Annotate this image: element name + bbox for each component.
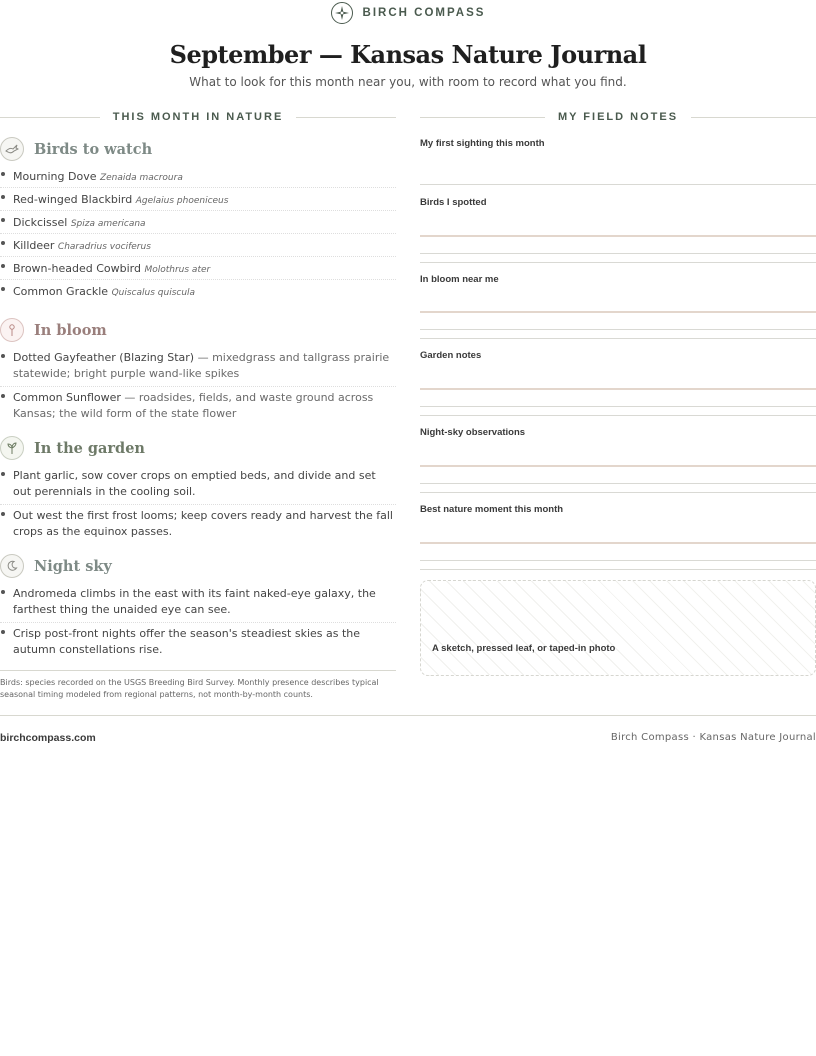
writing-line[interactable]: [420, 465, 816, 467]
bird-scientific-name: Agelaius phoeniceus: [135, 196, 229, 206]
field-garden-notes[interactable]: [420, 350, 816, 420]
writing-line[interactable]: [420, 492, 816, 493]
writing-line[interactable]: [420, 542, 816, 544]
section-header: [0, 136, 396, 162]
bird-common-name: Common Grackle: [13, 285, 109, 298]
list-item: [0, 165, 396, 188]
writing-line[interactable]: [420, 235, 816, 237]
writing-line[interactable]: [420, 338, 816, 339]
moon-icon: [0, 554, 24, 578]
bird-scientific-name: Spiza americana: [70, 219, 146, 229]
writing-line[interactable]: [420, 406, 816, 407]
bird-scientific-name: Molothrus ater: [144, 265, 211, 275]
list-item: [0, 280, 396, 303]
bird-icon: [0, 137, 24, 161]
plant-description: — mixedgrass and tallgrass prairie statewide; bright purple wand-like spikes: [13, 351, 390, 380]
list-item: [0, 387, 396, 426]
section-title: Night sky: [34, 557, 112, 575]
list-item: [0, 257, 396, 280]
writing-line[interactable]: [420, 560, 816, 561]
nature-column-heading: [0, 108, 396, 126]
plant-name: Common Sunflower: [13, 391, 121, 404]
field-label: Night-sky observations: [420, 427, 526, 438]
sketch-label: A sketch, pressed leaf, or taped-in photo: [432, 643, 616, 654]
compass-icon: [331, 2, 353, 24]
list-item: [0, 234, 396, 257]
bloom-section: [0, 317, 396, 426]
column-heading-label: THIS MONTH IN NATURE: [112, 111, 284, 123]
column-heading-label: MY FIELD NOTES: [557, 111, 679, 123]
section-title: In the garden: [34, 439, 145, 457]
section-header: [0, 435, 396, 461]
list-item: Plant garlic, sow cover crops on emptied beds, and divide and set out perennials in the cooling soil.: [0, 465, 396, 505]
divider: [0, 117, 100, 118]
garden-section: [0, 435, 396, 544]
field-best-moment[interactable]: [420, 504, 816, 574]
writing-line[interactable]: [420, 253, 816, 254]
section-title: In bloom: [34, 321, 107, 339]
list-item: [0, 188, 396, 211]
field-notes-heading: [420, 108, 816, 126]
bloom-list: [0, 347, 396, 426]
divider: [296, 117, 396, 118]
night-sky-list: [0, 583, 396, 662]
writing-line[interactable]: [420, 388, 816, 390]
bird-scientific-name: Charadrius vociferus: [57, 242, 151, 252]
field-first-sighting[interactable]: [420, 138, 816, 188]
birds-section: [0, 136, 396, 303]
bird-list: [0, 165, 396, 303]
field-label: Birds I spotted: [420, 197, 487, 208]
sprout-icon: [0, 436, 24, 460]
brand-name: BIRCH COMPASS: [362, 7, 486, 19]
night-sky-section: [0, 553, 396, 662]
divider: [420, 117, 545, 118]
footer-website[interactable]: birchcompass.com: [0, 732, 96, 744]
field-label: Best nature moment this month: [420, 504, 564, 515]
footer-divider: [0, 715, 816, 716]
page-subtitle: What to look for this month near you, with room to record what you find.: [189, 75, 627, 89]
field-label: My first sighting this month: [420, 138, 545, 149]
bird-common-name: Mourning Dove: [13, 170, 97, 183]
field-night-sky[interactable]: [420, 427, 816, 497]
list-item: [0, 347, 396, 387]
bird-scientific-name: Zenaida macroura: [99, 173, 183, 183]
section-header: [0, 553, 396, 579]
bird-common-name: Killdeer: [13, 239, 55, 252]
footnote: Birds: species recorded on the USGS Breeding Bird Survey. Monthly presence describes typical seasonal timing modeled from regional patterns, not month-by-month counts.: [0, 670, 396, 701]
plant-name: Dotted Gayfeather (Blazing Star): [13, 351, 195, 364]
field-label: In bloom near me: [420, 274, 499, 285]
page-title: September — Kansas Nature Journal: [169, 40, 647, 69]
bird-common-name: Red-winged Blackbird: [13, 193, 133, 206]
writing-line[interactable]: [420, 311, 816, 313]
writing-line[interactable]: [420, 329, 816, 330]
bird-common-name: Dickcissel: [13, 216, 68, 229]
writing-line[interactable]: [420, 569, 816, 570]
field-label: Garden notes: [420, 350, 482, 361]
list-item: Out west the first frost looms; keep covers ready and harvest the fall crops as the equinox passes.: [0, 505, 396, 544]
nature-column: [0, 108, 396, 662]
garden-list: [0, 465, 396, 544]
list-item: Crisp post-front nights offer the season's steadiest skies as the autumn constellations rise.: [0, 623, 396, 662]
plant-description: — roadsides, fields, and waste ground across Kansas; the wild form of the state flower: [13, 391, 374, 420]
list-item: Andromeda climbs in the east with its faint naked-eye galaxy, the farthest thing the unaided eye can see.: [0, 583, 396, 623]
sketch-box[interactable]: [420, 580, 816, 676]
section-header: [0, 317, 396, 343]
footer-credit: Birch Compass · Kansas Nature Journal: [610, 732, 816, 743]
section-title: Birds to watch: [34, 140, 153, 158]
field-birds-spotted[interactable]: [420, 197, 816, 267]
writing-line[interactable]: [420, 184, 816, 185]
field-in-bloom[interactable]: [420, 274, 816, 344]
writing-line[interactable]: [420, 262, 816, 263]
field-notes-column: [420, 108, 816, 654]
divider: [691, 117, 816, 118]
flower-icon: [0, 318, 24, 342]
bird-scientific-name: Quiscalus quiscula: [111, 288, 196, 298]
bird-common-name: Brown-headed Cowbird: [13, 262, 141, 275]
writing-line[interactable]: [420, 483, 816, 484]
list-item: [0, 211, 396, 234]
brand-header: [0, 2, 816, 24]
writing-line[interactable]: [420, 415, 816, 416]
